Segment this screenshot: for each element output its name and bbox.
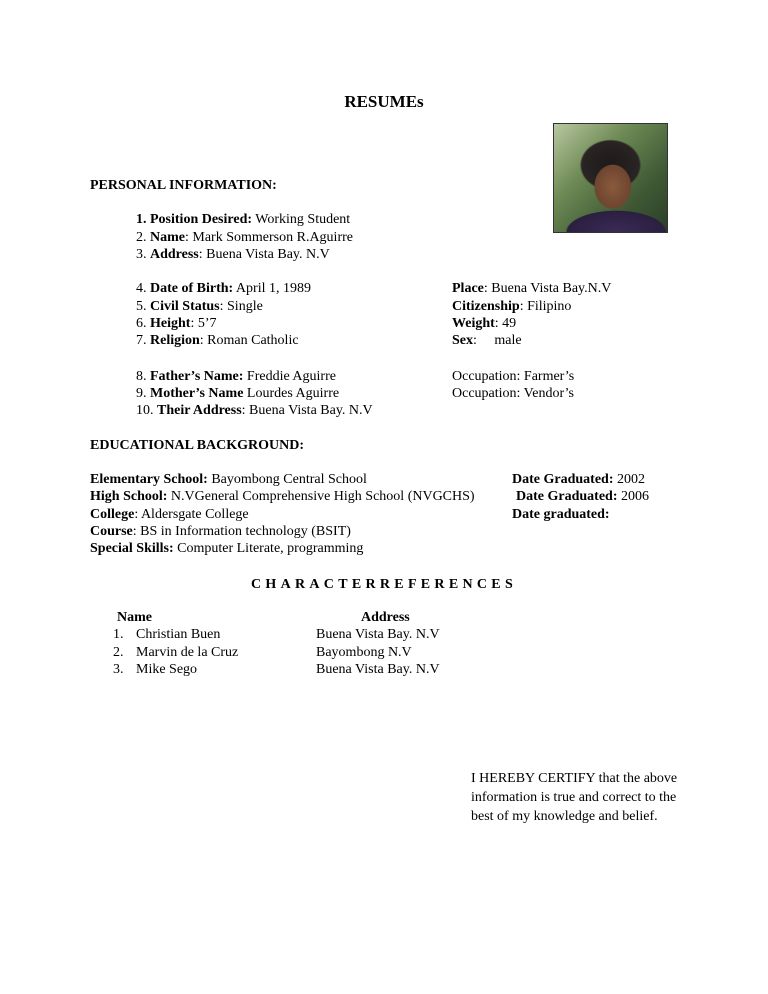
father-occupation: Occupation: Farmer’s bbox=[452, 369, 575, 384]
personal-item-their-address: 10. Their Address: Buena Vista Bay. N.V bbox=[136, 403, 373, 418]
weight-label: Weight bbox=[452, 316, 495, 331]
highschool-label: High School: bbox=[90, 489, 168, 504]
personal-item-place bbox=[452, 281, 611, 297]
references-col-address: Address bbox=[361, 610, 410, 625]
citizenship-label: Citizenship bbox=[452, 299, 520, 314]
height-value: : 5’7 bbox=[190, 316, 217, 331]
references-col-name: Name bbox=[117, 610, 152, 625]
mother-value: Lourdes Aguirre bbox=[243, 386, 340, 401]
document-title: RESUMEs bbox=[344, 92, 424, 111]
reference-name: Mike Sego bbox=[136, 662, 198, 677]
education-highschool bbox=[90, 489, 475, 505]
personal-item-height: 6. Height: 5’7 bbox=[136, 316, 217, 331]
dob-value: April 1, 1989 bbox=[233, 281, 311, 296]
address-value: : Buena Vista Bay. N.V bbox=[198, 247, 330, 262]
education-heading: EDUCATIONAL BACKGROUND: bbox=[90, 438, 305, 453]
their-address-value: : Buena Vista Bay. N.V bbox=[241, 403, 373, 418]
sex-value: : male bbox=[473, 333, 522, 348]
skills-label: Special Skills: bbox=[90, 541, 174, 556]
reference-num: 3. bbox=[113, 662, 124, 677]
religion-label: Religion bbox=[150, 333, 200, 348]
position-label: Position Desired: bbox=[150, 212, 253, 227]
personal-item-dob: 4. Date of Birth: April 1, 1989 bbox=[136, 281, 311, 296]
position-value: Working Student bbox=[252, 212, 351, 227]
references-heading: CHARACTERREFERENCES bbox=[250, 577, 518, 592]
college-label: College bbox=[90, 507, 135, 522]
citizenship-value: : Filipino bbox=[519, 299, 572, 314]
reference-name: Christian Buen bbox=[136, 627, 221, 642]
father-label: Father’s Name: bbox=[150, 369, 244, 384]
place-value: : Buena Vista Bay.N.V bbox=[483, 281, 612, 296]
elementary-value: Bayombong Central School bbox=[207, 472, 367, 487]
personal-item-citizenship bbox=[452, 299, 571, 315]
weight-value: : 49 bbox=[494, 316, 517, 331]
education-skills bbox=[90, 541, 363, 557]
personal-item-father: 8. Father’s Name: Freddie Aguirre bbox=[136, 369, 336, 384]
name-label: Name bbox=[150, 230, 185, 245]
course-label: Course bbox=[90, 524, 133, 539]
mother-label: Mother’s Name bbox=[150, 386, 244, 401]
mother-occupation: Occupation: Vendor’s bbox=[452, 386, 574, 401]
college-graduated: Date graduated: bbox=[512, 507, 610, 522]
skills-value: Computer Literate, programming bbox=[173, 541, 364, 556]
sex-label: Sex bbox=[452, 333, 473, 348]
course-value: : BS in Information technology (BSIT) bbox=[132, 524, 351, 539]
portrait-photo bbox=[553, 123, 668, 233]
personal-item-address: 3. Address: Buena Vista Bay. N.V bbox=[136, 247, 330, 262]
college-value: : Aldersgate College bbox=[134, 507, 249, 522]
reference-address: Buena Vista Bay. N.V bbox=[316, 627, 440, 642]
personal-item-weight bbox=[452, 316, 516, 332]
education-college bbox=[90, 507, 249, 523]
personal-item-religion: 7. Religion: Roman Catholic bbox=[136, 333, 299, 348]
reference-address: Buena Vista Bay. N.V bbox=[316, 662, 440, 677]
highschool-value: N.VGeneral Comprehensive High School (NVGCHS) bbox=[167, 489, 475, 504]
personal-item-position: 1. Position Desired: Working Student bbox=[136, 212, 351, 227]
address-label: Address bbox=[150, 247, 199, 262]
place-label: Place bbox=[452, 281, 484, 296]
height-label: Height bbox=[150, 316, 191, 331]
personal-item-sex bbox=[452, 333, 522, 349]
name-value: : Mark Sommerson R.Aguirre bbox=[185, 230, 353, 245]
elementary-graduated: Date Graduated: 2002 bbox=[512, 472, 645, 487]
education-course bbox=[90, 524, 351, 540]
their-address-label: Their Address bbox=[157, 403, 242, 418]
personal-item-mother: 9. Mother’s Name Lourdes Aguirre bbox=[136, 386, 340, 401]
dob-label: Date of Birth: bbox=[150, 281, 234, 296]
civil-status-label: Civil Status bbox=[150, 299, 220, 314]
highschool-graduated: Date Graduated: 2006 bbox=[516, 489, 649, 504]
personal-item-name: 2. Name: Mark Sommerson R.Aguirre bbox=[136, 230, 353, 245]
religion-value: : Roman Catholic bbox=[199, 333, 299, 348]
civil-status-value: : Single bbox=[219, 299, 263, 314]
education-elementary bbox=[90, 472, 367, 488]
certification-statement bbox=[471, 769, 681, 826]
reference-name: Marvin de la Cruz bbox=[136, 645, 239, 660]
certify-lead: I HEREBY CERTIFY bbox=[471, 771, 596, 786]
certify-text: that the above information is true and correct to the best of my knowledge and belief. bbox=[471, 771, 678, 824]
personal-item-civil-status: 5. Civil Status: Single bbox=[136, 299, 263, 314]
father-value: Freddie Aguirre bbox=[243, 369, 336, 384]
reference-address: Bayombong N.V bbox=[316, 645, 412, 660]
elementary-label: Elementary School: bbox=[90, 472, 208, 487]
reference-num: 1. bbox=[113, 627, 124, 642]
personal-info-heading: PERSONAL INFORMATION: bbox=[90, 178, 277, 193]
reference-num: 2. bbox=[113, 645, 124, 660]
